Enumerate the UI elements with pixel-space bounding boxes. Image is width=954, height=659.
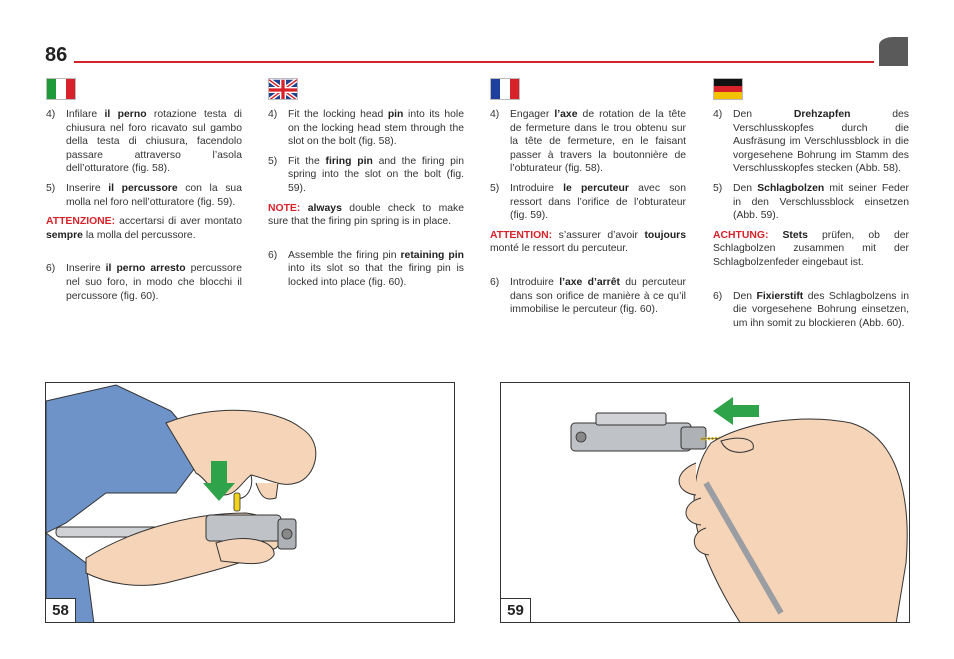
figure-58-illustration: [46, 383, 455, 623]
step-text: [733, 290, 909, 331]
step-text: [66, 108, 242, 176]
step-text: [288, 108, 464, 149]
body-text: Introduire: [510, 182, 564, 194]
step-item: [46, 108, 242, 176]
step-item: [46, 262, 242, 303]
body-text: [300, 203, 307, 214]
body-text: Assemble the firing pin: [288, 249, 401, 261]
page-number: 86: [45, 44, 68, 66]
step-item: [268, 249, 464, 290]
body-text: la molla del percussore.: [82, 229, 196, 241]
step-text: [733, 108, 909, 176]
body-text: Infilare: [66, 109, 105, 120]
body-text: avec son ressort dans l’orifice de l’obturateur (fig. 59).: [510, 182, 686, 222]
step-number: 5): [46, 182, 56, 194]
column-french: [490, 78, 686, 323]
warning-label: ATTENZIONE:: [46, 216, 116, 228]
step-text: [510, 108, 686, 176]
emphasis-text: firing pin: [325, 155, 373, 167]
step-text: [733, 182, 909, 223]
figure-59: [500, 382, 910, 623]
emphasis-text: sempre: [46, 229, 83, 241]
step-item: [713, 108, 909, 176]
body-text: Den: [733, 290, 757, 302]
body-text: Engager: [510, 109, 555, 120]
italian-flag-icon: [46, 78, 76, 100]
step-item: [268, 155, 464, 196]
step-text: [510, 276, 686, 317]
body-text: Introduire: [510, 276, 560, 288]
step-item: [713, 290, 909, 331]
warning-note: [46, 215, 242, 242]
steps-block: [713, 108, 909, 223]
column-english: [268, 78, 464, 296]
french-flag-icon: [490, 78, 520, 100]
emphasis-text: le percuteur: [563, 182, 629, 194]
step-item: [268, 108, 464, 149]
emphasis-text: Fixierstift: [756, 290, 804, 302]
step-item: [490, 276, 686, 317]
step-text: [288, 249, 464, 290]
step-item: [46, 182, 242, 209]
body-text: con la sua molla nel foro nell’otturatore (fig. 59).: [66, 182, 242, 208]
steps-block: [268, 108, 464, 196]
step-item: [490, 108, 686, 176]
step-number: 6): [268, 249, 278, 261]
emphasis-text: toujours: [644, 229, 686, 241]
column-german: [713, 78, 909, 336]
body-text: and the firing pin spring into the slot on the bolt (fig. 59).: [288, 155, 464, 194]
warning-label: NOTE:: [268, 202, 301, 214]
step-text: [510, 182, 686, 223]
body-text: [768, 230, 782, 241]
emphasis-text: Stets: [782, 229, 808, 241]
steps-block: [490, 108, 686, 223]
emphasis-text: il perno arresto: [105, 263, 186, 275]
warning-label: ATTENTION:: [490, 229, 553, 241]
body-text: monté le ressort du percuteur.: [490, 243, 629, 255]
body-text: double check to make sure that the firing pin spring is in place.: [268, 202, 465, 228]
body-text: rotazione testa di chiusura nel foro ricavato sul gambo della testa di chiusura, facendolo passare attraverso l’asola dell’otturatore (fig. 58).: [66, 109, 242, 175]
body-text: Fit the: [288, 155, 326, 167]
body-text: mit seiner Feder in den Verschlussblock einsetzen (Abb. 59).: [733, 182, 909, 222]
step-text: [288, 155, 464, 196]
body-text: des Schlagbolzens in die vorgesehene Bohrung einsetzen, um ihn somit zu blockieren (Abb. 60).: [733, 290, 909, 329]
emphasis-text: always: [307, 202, 342, 214]
body-text: Inserire: [66, 182, 109, 194]
german-flag-icon: [713, 78, 743, 100]
emphasis-text: l’axe: [554, 109, 578, 120]
body-text: de rotation de la tête de fermeture dans le trou obtenu sur la tête de fermeture, en le faisant passer à travers la boutonnière de l’obturateur (fig. 58).: [510, 109, 686, 175]
step-number: 6): [490, 276, 500, 288]
warning-label: ACHTUNG:: [713, 229, 769, 241]
step-number: 6): [713, 290, 723, 302]
steps-block: [46, 108, 242, 209]
steps-block-2: [713, 290, 909, 331]
step-item: [713, 182, 909, 223]
body-text: Den: [733, 109, 794, 120]
step-text: [66, 182, 242, 209]
step-number: 4): [46, 109, 56, 120]
emphasis-text: retaining pin: [400, 249, 464, 261]
body-text: s’assurer d’avoir: [552, 229, 645, 241]
body-text: into its hole on the locking head stem through the slot on the bolt (fig. 58).: [288, 109, 464, 148]
warning-note: [713, 229, 909, 270]
figure-label: 58: [46, 598, 76, 622]
step-text: [66, 262, 242, 303]
step-number: 5): [490, 182, 500, 194]
emphasis-text: il percussore: [108, 182, 178, 194]
body-text: percussore nel suo foro, in modo che blocchi il percussore (fig. 60).: [66, 263, 242, 302]
step-number: 5): [713, 182, 723, 194]
step-item: [490, 182, 686, 223]
body-text: Inserire: [66, 263, 106, 275]
steps-block-2: [268, 249, 464, 290]
emphasis-text: il perno: [104, 109, 147, 120]
corner-tab: [879, 37, 908, 66]
body-text: prüfen, ob der Schlagbolzen zusammen mit der Schlagbolzenfeder eingebaut ist.: [713, 229, 909, 268]
body-text: des Verschlusskopfes durch die Ausfräsung im Verschlussblock in die vorgesehene Bohrung im Stamm des Verschlusskopfes stecken (Abb. 58).: [733, 109, 909, 175]
warning-note: [490, 229, 686, 256]
figure-58: [45, 382, 455, 623]
emphasis-text: pin: [387, 109, 404, 120]
figure-label: 59: [501, 598, 531, 622]
emphasis-text: l’axe d’arrêt: [559, 276, 620, 288]
step-number: 4): [490, 109, 500, 120]
column-italian: [46, 78, 242, 309]
body-text: Fit the locking head: [288, 109, 388, 120]
step-number: 6): [46, 263, 56, 275]
emphasis-text: Schlagbolzen: [757, 182, 825, 194]
step-number: 5): [268, 155, 278, 167]
body-text: into its slot so that the firing pin is locked into place (fig. 60).: [288, 263, 464, 288]
step-number: 4): [713, 109, 723, 120]
steps-block-2: [46, 262, 242, 303]
step-number: 4): [268, 109, 278, 120]
uk-flag-icon: [268, 78, 298, 100]
warning-note: [268, 202, 464, 229]
steps-block-2: [490, 276, 686, 317]
emphasis-text: Drehzapfen: [793, 109, 851, 120]
body-text: du percuteur dans son orifice de manière à ce qu’il immobilise le percuteur (fig. 60).: [510, 276, 686, 316]
body-text: Den: [733, 182, 758, 194]
figure-59-illustration: [501, 383, 910, 623]
body-text: accertarsi di aver montato: [115, 216, 242, 228]
header-rule: [74, 61, 874, 63]
